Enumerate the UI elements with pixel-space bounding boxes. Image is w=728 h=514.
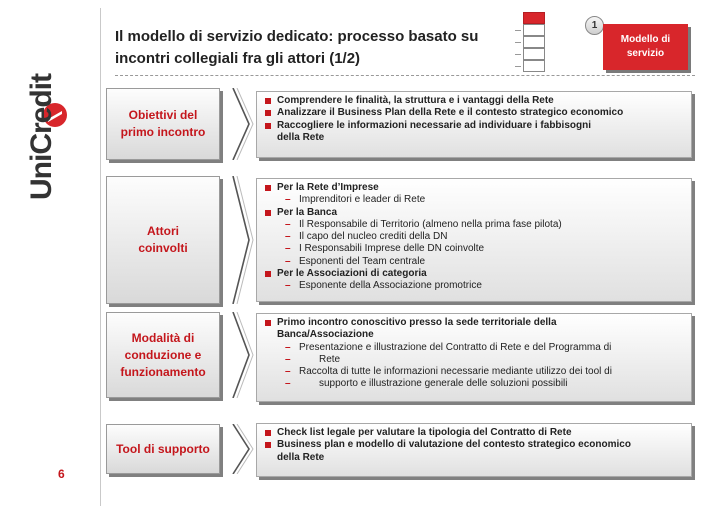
sub-bullet: – Imprenditori e leader di Rete	[263, 194, 687, 206]
mini-connector	[515, 42, 521, 43]
bullet: Per la Rete d’Imprese	[263, 182, 687, 194]
bullet: Check list legale per valutare la tipologia del Contratto di Rete	[263, 427, 687, 439]
bullet: Per la Banca	[263, 207, 687, 219]
section-content-tool	[256, 423, 692, 477]
mini-step-1	[523, 12, 545, 24]
sub-bullet-continuation: – Rete	[263, 354, 687, 366]
label-line: conduzione e	[124, 347, 202, 362]
bullet: Primo incontro conoscitivo presso la sede territoriale della Banca/Associazione	[263, 317, 687, 342]
chevron-arrow-icon	[232, 424, 254, 474]
model-box	[603, 24, 688, 70]
title-line-2: incontri collegiali fra gli attori (1/2)	[115, 50, 361, 67]
divider-line	[100, 8, 101, 506]
process-mini-diagram	[523, 12, 545, 74]
sub-bullet: – I Responsabili Imprese delle DN coinvolte	[263, 243, 687, 255]
label-line: Modalità di	[131, 330, 195, 345]
chevron-arrow-icon	[232, 88, 254, 160]
mini-step-4	[523, 48, 545, 60]
sub-bullet-continuation: – supporto e illustrazione generale delle soluzioni possibili	[263, 378, 687, 390]
unicredit-logo-text: UniCredit	[25, 74, 58, 200]
mini-step-3	[523, 36, 545, 48]
title-line-1: Il modello di servizio dedicato: processo basato su	[115, 28, 479, 45]
step-badge: 1	[585, 16, 604, 35]
mini-connector	[515, 30, 521, 31]
bullet: Per le Associazioni di categoria	[263, 268, 687, 280]
mini-connector	[515, 66, 521, 67]
bullet: Analizzare il Business Plan della Rete e il contesto strategico economico	[263, 107, 687, 119]
label-line: Obiettivi del	[128, 108, 198, 122]
section-label-attori	[106, 176, 220, 304]
label-line: coinvolti	[138, 241, 188, 255]
section-label-obiettivi	[106, 88, 220, 160]
label-line: funzionamento	[120, 364, 206, 379]
sub-bullet: – Il Responsabile di Territorio (almeno nella prima fase pilota)	[263, 219, 687, 231]
section-content-modalita	[256, 313, 692, 402]
sub-bullet: – Raccolta di tutte le informazioni necessarie mediante utilizzo dei tool di	[263, 366, 687, 378]
section-content-obiettivi	[256, 91, 692, 158]
page-title	[115, 26, 535, 70]
sub-bullet: – Il capo del nucleo crediti della DN	[263, 231, 687, 243]
section-label-modalita	[106, 312, 220, 398]
bullet: Business plan e modello di valutazione del contesto strategico economico della Rete	[263, 439, 687, 464]
section-content-attori	[256, 178, 692, 302]
sub-bullet: – Esponenti del Team centrale	[263, 256, 687, 268]
bullet: Raccogliere le informazioni necessarie ad individuare i fabbisogni della Rete	[263, 120, 687, 145]
mini-step-5	[523, 60, 545, 72]
section-label-tool	[106, 424, 220, 474]
bullet: Comprendere le finalità, la struttura e i vantaggi della Rete	[263, 95, 687, 107]
sub-bullet: – Esponente della Associazione promotrice	[263, 280, 687, 292]
chevron-arrow-icon	[232, 312, 254, 398]
sub-bullet: – Presentazione e illustrazione del Contratto di Rete e del Programma di	[263, 342, 687, 354]
title-divider	[115, 75, 695, 76]
mini-step-2	[523, 24, 545, 36]
chevron-arrow-icon	[232, 176, 254, 304]
model-box-line-2: servizio	[626, 48, 665, 59]
label-line: Tool di supporto	[116, 441, 210, 456]
label-line: Attori	[147, 224, 179, 238]
page-number: 6	[58, 467, 65, 481]
model-box-line-1: Modello di	[620, 34, 671, 45]
label-line: primo incontro	[120, 125, 206, 139]
mini-connector	[515, 54, 521, 55]
